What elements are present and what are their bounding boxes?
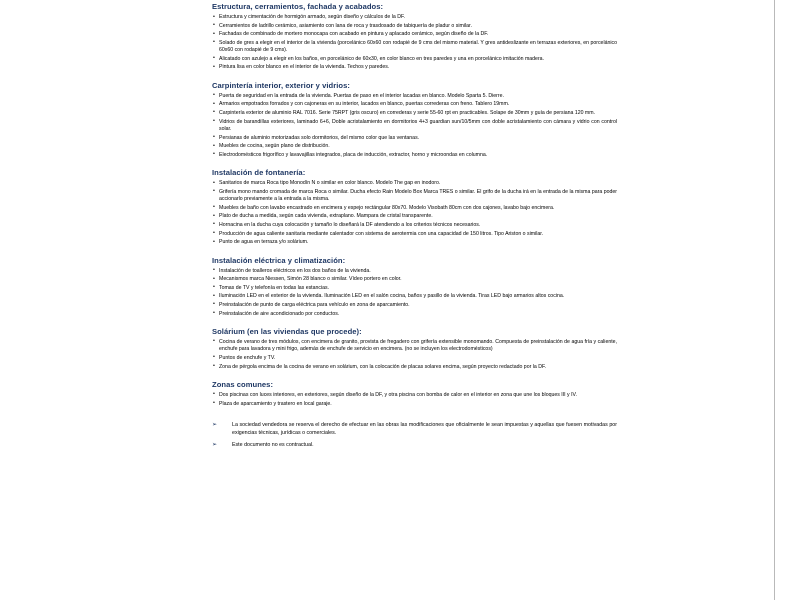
section-carpinteria	[212, 81, 617, 159]
list-item: • Plaza de aparcamiento y trastero en local garaje.	[212, 401, 617, 408]
section-estructura	[212, 2, 617, 72]
section-heading: Instalación eléctrica y climatización:	[212, 255, 346, 265]
page-gutter	[776, 0, 800, 600]
section-solarium	[212, 327, 617, 371]
list-item: • Solado de gres a elegir en el interior de la vivienda (porcelánico 60x60 con rodapié de 9 cms del mismo material. Y gres antideslizante en terrazas exteriores, en porcelánico 60x60 con rodapié de 9 cms).	[212, 40, 617, 55]
section-heading: Solárium (en las viviendas que procede):	[212, 326, 362, 336]
list-item: • Cocina de verano de tres módulos, con encimera de granito, provista de fregadero con grifería extensible monomando. Compuesta de preinstalación de agua fría y caliente, enchufe para lavadora y mini frigo, además de enchufe de servicio en encimera. (no se incluyen los electrodomésticos)	[212, 339, 617, 354]
list-item: • Cerramientos de ladrillo cerámico, asiamiento con lana de roca y trasdosado de tabiquería de pladur o similar.	[212, 23, 617, 30]
footer-note	[212, 442, 617, 450]
section-bullet-list	[212, 93, 617, 159]
section-bullet-list	[212, 180, 617, 246]
list-item: • Grifería mono mando cromada de marca Roca o similar. Ducha efecto Rain Modelo Box Marca TRES o similar. El grifo de la ducha irá en la entrada de la misma para poder accionarlo previamente a la entrada a la misma.	[212, 189, 617, 204]
section-fontaneria	[212, 168, 617, 246]
list-item: • Producción de agua caliente sanitaria mediante calentador con sistema de aerotermia con una capacidad de 150 litros. Tipo Ariston o similar.	[212, 231, 617, 238]
section-electrica	[212, 256, 617, 318]
list-item: • Iluminación LED en el exterior de la vivienda. Iluminación LED en el salón cocina, baños y pasillo de la vivienda. Tiras LED bajo armarios altos cocina.	[212, 293, 617, 300]
list-item: • Alicatado con azulejo a elegir en los baños, en porcelánico de 60x30, en color blanco en tres paredes y una en porcelánico imitación madera.	[212, 56, 617, 63]
section-heading: Carpintería interior, exterior y vidrios:	[212, 80, 350, 90]
list-item: • Persianas de aluminio motorizadas solo dormitorios, del mismo color que las ventanas.	[212, 135, 617, 142]
footer-note-text: La sociedad vendedora se reserva el derecho de efectuar en las obras las modificaciones que oficialmente le sean impuestas y aquellas que fuesen motivadas por exigencias técnicas, jurídicas o comerciales.	[232, 421, 617, 436]
list-item: • Mecanismos marca Niessen, Simón 28 blanco o similar. Vídeo portero en color.	[212, 276, 617, 283]
section-bullet-list	[212, 268, 617, 318]
list-item: • Electrodomésticos frigorífico y lavavajillas integrados, placa de inducción, extractor, horno y microondas en columna.	[212, 152, 617, 159]
arrow-bullet-icon: ➢	[212, 442, 218, 449]
list-item: • Tomas de TV y telefonía en todas las estancias.	[212, 285, 617, 292]
section-bullet-list	[212, 14, 617, 72]
section-heading: Zonas comunes:	[212, 379, 274, 389]
list-item: • Muebles de baño con lavabo encastrado en encimera y espejo rectángular 80x70. Modelo Visobath 80cm con dos cajones, lavabo bajo encimera.	[212, 205, 617, 212]
section-zonas-comunes	[212, 380, 617, 408]
list-item: • Zona de pérgola encima de la cocina de verano en solárium, con la colocación de placas solares encima, según proyecto redactado por la DF.	[212, 364, 617, 371]
footer-note-text: Este documento no es contractual.	[232, 442, 314, 449]
list-item: • Pintura lisa en color blanco en el interior de la vivienda. Techos y paredes.	[212, 64, 617, 71]
list-item: • Sanitarios de marca Roca tipo Monodín N o similar en color blanco. Modelo The gap en inodoro.	[212, 180, 617, 187]
list-item: • Estructura y cimentación de hormigón armado, según diseño y cálculos de la DF.	[212, 14, 617, 21]
list-item: • Vidrios de barandillas exteriores, laminado 6+6, Doble acristalamiento en dormitorios 4+3 guardian sun/10/5mm con doble acristalamiento con cámara y vidrio con control solar.	[212, 119, 617, 134]
list-item: • Fachadas de combinado de mortero monocapa con acabado en pintura y aplacado cerámico, según diseño de la DF.	[212, 31, 617, 38]
list-item: • Preinstalación de aire acondicionado por conductos.	[212, 311, 617, 318]
list-item: • Carpintería exterior de aluminio RAL 7016. Serie 75RPT (gris oscuro) en correderas y serie 55-60 rpt en practicables. Solape de 30mm y guía de persiana 120 mm.	[212, 110, 617, 117]
list-item: • Plato de ducha a medida, según cada vivienda, extraplano. Mampara de cristal transparente.	[212, 213, 617, 220]
section-bullet-list	[212, 339, 617, 371]
list-item: • Preinstalación de punto de carga eléctrica para vehículo en zona de aparcamiento.	[212, 302, 617, 309]
list-item: • Punto de agua en terraza y/o solárium.	[212, 239, 617, 246]
list-item: • Dos piscinas con luces interiores, en exteriores, según diseño de la DF, y otra piscina con bomba de calor en el interior en zona que une los bloques III y IV.	[212, 392, 617, 399]
footer-notes	[212, 422, 617, 450]
list-item: • Instalación de toalleros eléctricos en los dos baños de la vivienda.	[212, 268, 617, 275]
list-item: • Puntos de enchufe y TV.	[212, 355, 617, 362]
list-item: • Puerta de seguridad en la entrada de la vivienda. Puertas de paso en el interior lacadas en blanco. Modelo Sparta 5. Dierre.	[212, 93, 617, 100]
document-content	[212, 2, 617, 455]
section-heading: Instalación de fontanería:	[212, 168, 306, 178]
section-bullet-list	[212, 392, 617, 408]
footer-note	[212, 422, 617, 437]
list-item: • Armarios empotrados forrados y con cajoneras en su interior, lacados en blanco, puertas correderas con freno. Tablero 19mm.	[212, 101, 617, 108]
arrow-bullet-icon: ➢	[212, 421, 218, 428]
list-item: • Muebles de cocina, según plano de distribución.	[212, 143, 617, 150]
section-heading: Estructura, cerramientos, fachada y acabados:	[212, 2, 384, 11]
list-item: • Hornacina en la ducha cuya colocación y tamaño lo diseñará la DF atendiendo a los criterios técnicos necesarios.	[212, 222, 617, 229]
